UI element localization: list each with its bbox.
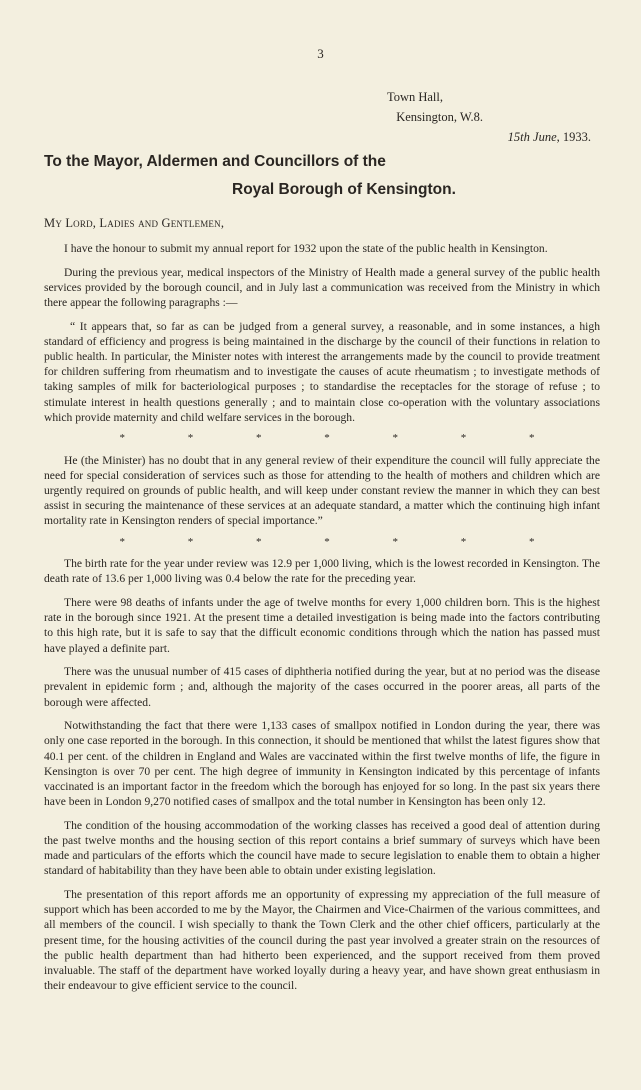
paragraph: There were 98 deaths of infants under the age of twelve months for every 1,000 children born. This is the highest rate in the borough since 1921. At the present time a detailed investigation is being made into the factors contributing to this high rate, but it is safe to say that the difficult economic conditions through which the nation has passed must have played a definite part. <box>44 596 600 655</box>
stars-separator: * * * * * * * <box>119 432 565 445</box>
addressee-heading <box>44 148 604 204</box>
paragraph: There was the unusual number of 415 cases of diphtheria notified during the year, but at no period was the disease prevalent in epidemic form ; and, although the majority of the cases occurred in the poorer areas, all parts of the borough were affected. <box>44 665 600 709</box>
letter-date <box>331 127 591 147</box>
letter-date-year: , 1933. <box>556 130 591 144</box>
paragraph: The condition of the housing accommodation of the working classes has received a good deal of attention during the past twelve months and the housing section of this report contains a brief summary of surveys which have been made and particulars of the efforts which the council have made to secure legislation to enable them to obtain a higher standard of habitability than they have been able to obtain under existing legislation. <box>44 818 600 878</box>
address-block <box>331 87 591 147</box>
paragraph: The birth rate for the year under review was 12.9 per 1,000 living, which is the lowest recorded in Kensington. The death rate of 13.6 per 1,000 living was 0.4 below the rate for the preceding year. <box>44 557 600 586</box>
salutation-text: My Lord, Ladies and Gentlemen, <box>44 216 225 230</box>
report-body <box>44 241 600 1002</box>
page-number: 3 <box>317 46 324 61</box>
quoted-paragraph: “ It appears that, so far as can be judged from a general survey, a reasonable, and in some instances, a high standard of efficiency and progress is being maintained in the discharge by the council of their functions in relation to public health. In particular, the Minister notes with interest the arrangements made by the council to provide treatment for children suffering from rheumatism and to investigate the causes of acute rheumatism ; to investigate methods of taking samples of milk for bacteriological purposes ; to standardise the receptacles for the storage of refuse ; to stimulate interest in health questions generally ; and to maintain close co-operation with the voluntary associations which provide maternity and child welfare services in the borough. <box>44 319 600 424</box>
heading-line-2: Royal Borough of Kensington. <box>232 181 456 198</box>
paragraph: I have the honour to submit my annual report for 1932 upon the state of the public health in Kensington. <box>64 242 548 255</box>
address-line-2: Kensington, W.8. <box>396 110 483 124</box>
address-line-1: Town Hall, <box>386 90 443 104</box>
paragraph: Notwithstanding the fact that there were 1,133 cases of smallpox notified in London during the year, there was only one case reported in the borough. In this connection, it should be mentioned that whilst the latest figures show that 40.1 per cent. of the children in England and Wales are vaccinated within the first twelve months of life, the figure in Kensington is over 70 per cent. The high degree of immunity in Kensington indicated by this percentage of infants vaccinated is an important factor in the freedom which the borough has enjoyed for so long. In the past six years there have been in London 9,270 notified cases of smallpox and the total number in Kensington has been only 12. <box>44 719 600 809</box>
heading-line-1: To the Mayor, Aldermen and Councillors of the <box>44 153 386 170</box>
stars-separator: * * * * * * * <box>119 536 565 549</box>
paragraph: During the previous year, medical inspectors of the Ministry of Health made a general survey of the public health services provided by the borough council, and in July last a communication was received from the Ministry in which there appear the following paragraphs :— <box>44 265 600 309</box>
letter-date-day: 15th June <box>507 130 557 144</box>
salutation <box>44 216 224 231</box>
paragraph: The presentation of this report affords me an opportunity of expressing my appreciation of the full measure of support which has been accorded to me by the Mayor, the Chairmen and Vice-Chairmen of the various committees, and all members of the council. I wish specially to thank the Town Clerk and the other chief officers, particularly at the present time, for the housing activities of the council during the past year involved a greater strain on the resources of the public health department than had hitherto been experienced, and the support received from them proved invaluable. The staff of the department have worked loyally during a heavy year, and have shown great enthusiasm in their endeavour to give efficient service to the council. <box>44 888 600 993</box>
quoted-paragraph: He (the Minister) has no doubt that in any general review of their expenditure the council will fully appreciate the need for special consideration of services such as those for attending to the health of mothers and children which are urgently required on grounds of public health, and will keep under constant review the manner in which they can best assist in securing the maintenance of these services at an adequate standard, a matter which the continuing high infant mortality rate in Kensington renders of special importance.” <box>44 453 600 528</box>
